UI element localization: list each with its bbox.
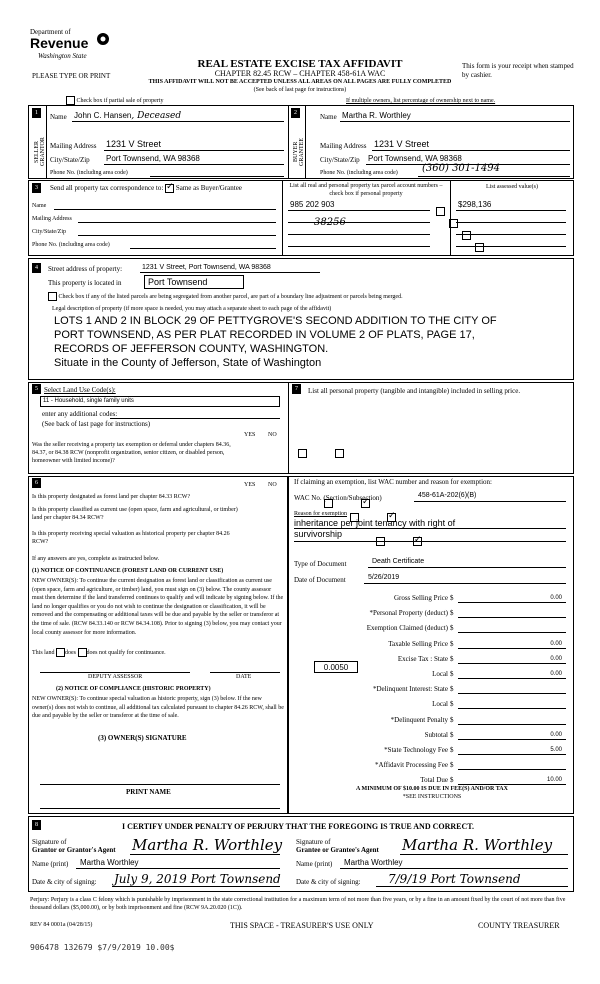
tax-row-dollar: $ xyxy=(450,700,454,709)
buyer-city-value: Port Townsend, WA 98368 xyxy=(368,154,462,163)
partial-sale-label: Check box if partial sale of property xyxy=(76,97,164,104)
notice1-body: NEW OWNER(S): To continue the current designation as forest land or classification as current use (open space, farm and agriculture, or timber) land, you must sign on (3) below. The county assessor must then determine if the land transferred continues to qualify and will indicate by signing below. If the land no longer qualifies or you do not wish to continue the designation or classification, it will be removed and the compensating or additional taxes will be due and payable by the seller or transferor at the time of sale. (RCW 84.33.140 or RCW 84.34.108). Prior to signing (3) below, you may contact your local county assessor for more information. xyxy=(32,578,284,636)
section-1-marker: 1 xyxy=(32,108,41,118)
pp-checkbox-3[interactable] xyxy=(462,231,471,240)
tax-row-label: Excise Tax : State xyxy=(397,654,448,663)
does-checkbox[interactable] xyxy=(56,648,65,657)
wac-value: 458-61A-202(6)(B) xyxy=(418,492,477,499)
grantee-name: Martha Worthley xyxy=(344,858,403,867)
seller-name-label: Name xyxy=(50,113,67,121)
located-label: This property is located in xyxy=(48,279,122,287)
tax-row-dollar: $ xyxy=(450,654,454,663)
grantor-name-label: Name (print) xyxy=(32,860,69,868)
deputy-date: DATE xyxy=(236,674,252,680)
legal-label: Legal description of property (if more space is needed, you may attach a separate sheet to each page of the affidavit) xyxy=(52,306,332,312)
tax-row-dollar: $ xyxy=(450,594,454,602)
please-type: PLEASE TYPE OR PRINT xyxy=(32,72,111,80)
assessed-1: $298,136 xyxy=(458,200,492,209)
tax-row-label: Exemption Claimed (deduct) xyxy=(366,624,448,633)
forest-q3: Is this property receiving special valuation as historical property per chapter 84.26 RCW? xyxy=(32,531,230,545)
buyer-name-value: Martha R. Worthley xyxy=(342,111,411,120)
cashier-stamp: 906478 132679 $7/9/2019 10.00$ xyxy=(30,943,175,952)
seller-city-label: City/State/Zip xyxy=(50,156,90,164)
tax-row-label: Total Due xyxy=(420,776,448,785)
grantee-date: 7/9/19 Port Townsend xyxy=(388,872,521,886)
owner-signature-label: (3) OWNER(S) SIGNATURE xyxy=(98,734,187,742)
notice1-title: (1) NOTICE OF CONTINUANCE (FOREST LAND OR CURRENT USE) xyxy=(32,568,224,574)
tax-row-dollar: $ xyxy=(450,624,454,633)
minimum-note: A MINIMUM OF $10.00 IS DUE IN FEE(S) AND/OR TAX xyxy=(356,786,508,792)
doc-date-value: 5/26/2019 xyxy=(368,574,400,581)
segregated-label: Check box if any of the listed parcels are being segregated from another parcel, are part of a boundary line adjustment or parcels being merged. xyxy=(58,293,403,300)
legal-line-1: LOTS 1 AND 2 IN BLOCK 29 OF PETTYGROVE'S SECOND ADDITION TO THE CITY OF xyxy=(54,315,497,327)
no-header-6: NO xyxy=(268,482,277,488)
any-yes: If any answers are yes, complete as instructed below. xyxy=(32,556,160,562)
buyer-name-label: Name xyxy=(320,113,337,121)
form-subtitle: CHAPTER 82.45 RCW – CHAPTER 458-61A WAC xyxy=(214,69,386,78)
tax-row-dollar: $ xyxy=(450,639,454,648)
wac-label: WAC No. (Section/Subsection) xyxy=(294,494,382,502)
print-name-label: PRINT NAME xyxy=(126,788,171,796)
tax-row-dollar: $ xyxy=(450,776,454,785)
certify-text: I CERTIFY UNDER PENALTY OF PERJURY THAT THE FOREGOING IS TRUE AND CORRECT. xyxy=(122,822,475,831)
tax-row-label: *Personal Property (deduct) xyxy=(369,609,448,618)
deputy-assessor: DEPUTY ASSESSOR xyxy=(88,674,143,680)
tax-row-dollar: $ xyxy=(450,685,454,694)
street-label: Street address of property: xyxy=(48,265,123,273)
yes-header-6: YES xyxy=(244,482,256,488)
no-header-5: NO xyxy=(268,432,277,438)
corr-phone-label: Phone No. (including area code) xyxy=(32,242,110,248)
parcel-1: 985 202 903 xyxy=(290,200,335,209)
tax-row-label: *Affidavit Processing Fee xyxy=(375,761,448,770)
section-5-marker: 5 xyxy=(32,384,41,394)
grantee-date-label: Date & city of signing: xyxy=(296,878,361,886)
tax-row-label: *Delinquent Penalty xyxy=(390,715,448,724)
partial-sale xyxy=(66,96,163,105)
tax-row-dollar: $ xyxy=(450,715,454,724)
buyer-phone-value: (360) 301-1494 xyxy=(422,163,500,174)
yes-header-5: YES xyxy=(244,432,256,438)
pp-checkbox-1[interactable] xyxy=(436,207,445,216)
seller-city-value: Port Townsend, WA 98368 xyxy=(106,154,200,163)
grantor-date: July 9, 2019 Port Townsend xyxy=(114,872,281,886)
reason-label: Reason for exemption xyxy=(294,511,347,517)
notice2-body: NEW OWNER(S): To continue special valuation as historic property, sign (3) below. If the new owner(s) does not wish to continue, all additional tax calculated pursuant to chapter 84.26 RCW, shall be due and payable by the seller or transferor at the time of sale. xyxy=(32,696,284,720)
tax-row-label: *Delinquent Interest: State xyxy=(372,685,448,694)
form-title: REAL ESTATE EXCISE TAX AFFIDAVIT xyxy=(197,58,403,70)
section-3-marker: 3 xyxy=(32,183,41,193)
tax-row-label: Gross Selling Price xyxy=(393,594,448,602)
parcel-hand-number: 38256 xyxy=(314,217,346,228)
tax-row-label: Taxable Selling Price xyxy=(388,639,448,648)
legal-line-3: RECORDS OF JEFFERSON COUNTY, WASHINGTON. xyxy=(54,343,329,355)
receipt-note: This form is your receipt when stamped by cashier. xyxy=(462,62,574,79)
buyer-addr-value: 1231 V Street xyxy=(374,139,430,149)
tax-row-value[interactable]: 10.00 xyxy=(546,777,562,784)
corr-name-label: Name xyxy=(32,203,47,209)
seller-phone-label: Phone No. (including area code) xyxy=(50,170,128,176)
grantor-sig-label: Signature of Grantor or Grantor's Agent xyxy=(32,838,116,854)
county-treasurer: COUNTY TREASURER xyxy=(478,921,560,930)
local-rate[interactable]: 0.0050 xyxy=(314,661,358,673)
seller-vertical: SELLER GRANTOR xyxy=(34,137,46,167)
same-as-buyer-checkbox[interactable] xyxy=(165,184,174,193)
exemption-yes-checkbox[interactable] xyxy=(298,449,307,458)
this-land: This land does does not qualify for continuance. xyxy=(32,649,166,656)
form-number: REV 84 0001a (04/28/15) xyxy=(30,922,93,928)
pp-checkbox-4[interactable] xyxy=(475,243,484,252)
buyer-vertical: BUYER GRANTEE xyxy=(293,138,305,166)
dor-logo-icon xyxy=(96,30,110,48)
tax-row-label: Subtotal xyxy=(424,730,448,739)
section-4-marker: 4 xyxy=(32,263,41,273)
perjury-note: Perjury: Perjury is a class C felony which is punishable by imprisonment in the state correctional institution for a maximum term of not more than five years, or by a fine in an amount fixed by the court of not more than five thousand dollars ($5,000.00), or by both imprisonment and fine (RCW 9A.20.020 (1C)). xyxy=(30,897,566,911)
exemption-no-checkbox[interactable] xyxy=(335,449,344,458)
dor-logo xyxy=(30,28,110,62)
seller-name-value: John C. Hansen, Deceased xyxy=(74,111,182,121)
section-7-marker: 7 xyxy=(292,384,301,394)
forest-q1: Is this property designated as forest land per chapter 84.33 RCW? xyxy=(32,494,191,500)
tax-row-dollar: $ xyxy=(450,730,454,739)
land-use-see-back: (See back of last page for instructions) xyxy=(42,420,151,428)
treasurer-space: THIS SPACE - TREASURER'S USE ONLY xyxy=(230,921,374,930)
street-value: 1231 V Street, Port Townsend, WA 98368 xyxy=(142,264,271,271)
tax-row-value[interactable]: 5.00 xyxy=(550,747,562,753)
legal-line-4: Situate in the County of Jefferson, State of Washington xyxy=(54,357,322,369)
section-2-marker: 2 xyxy=(291,108,300,118)
personal-property-label: List all personal property (tangible and intangible) included in selling price. xyxy=(308,387,521,395)
corr-city-label: City/State/Zip xyxy=(32,229,66,235)
tax-row-dollar: $ xyxy=(450,609,454,618)
tax-row-label: Local xyxy=(432,670,448,678)
section-6-marker: 6 xyxy=(32,478,41,488)
tax-row-dollar: $ xyxy=(450,761,454,770)
seller-name-hand: , Deceased xyxy=(131,111,182,121)
parcels-header: List all real and personal property tax parcel account numbers – check box if personal property xyxy=(289,183,443,197)
tax-row-value[interactable]: 0.00 xyxy=(550,731,562,738)
claim-label: If claiming an exemption, list WAC number and reason for exemption: xyxy=(294,478,492,486)
does-not-checkbox[interactable] xyxy=(78,648,87,657)
reason-value: inheritance per joint tenancy with right of survivorship xyxy=(294,518,456,539)
doc-date-label: Date of Document xyxy=(294,576,346,584)
see-instructions: *SEE INSTRUCTIONS xyxy=(402,794,462,800)
enter-additional: enter any additional codes: xyxy=(42,410,118,418)
doc-type-value: Death Certificate xyxy=(372,558,425,565)
exemption-question: Was the seller receiving a property tax exemption or deferral under chapters 84.36, 84.37, or 84.38 RCW (nonprofit organization, senior citizen, or disabled person, homeowner with limited income)? xyxy=(32,442,231,464)
tax-row-value[interactable]: 0.00 xyxy=(550,671,562,677)
grantor-signature[interactable]: Martha R. Worthley xyxy=(132,836,283,854)
land-use-select[interactable]: 11 - Household, single family units xyxy=(40,396,280,407)
buyer-phone-label: Phone No. (including area code) xyxy=(320,170,398,176)
corr-addr-label: Mailing Address xyxy=(32,216,72,222)
tax-row-dollar: $ xyxy=(450,670,454,678)
grantee-sig-label: Signature of Grantee or Grantee's Agent xyxy=(296,838,379,854)
grantee-name-label: Name (print) xyxy=(296,860,333,868)
grantor-name: Martha Worthley xyxy=(80,858,139,867)
grantor-date-label: Date & city of signing: xyxy=(32,878,97,886)
buyer-addr-label: Mailing Address xyxy=(320,142,367,150)
forest-box xyxy=(28,476,288,814)
notice2-title: (2) NOTICE OF COMPLIANCE (HISTORIC PROPERTY) xyxy=(56,686,211,692)
grantee-signature[interactable]: Martha R. Worthley xyxy=(402,836,553,854)
buyer-city-label: City/State/Zip xyxy=(320,156,360,164)
tax-row-value[interactable]: 0.00 xyxy=(550,655,562,662)
assessed-header: List assessed value(s) xyxy=(486,184,538,190)
seller-addr-value: 1231 V Street xyxy=(106,139,162,149)
tax-row-dollar: $ xyxy=(450,746,454,754)
see-back: (See back of last page for instructions) xyxy=(253,87,347,93)
dept-line3: Washington State xyxy=(38,52,87,60)
dept-line2: Revenue xyxy=(30,35,89,51)
tax-row-label: Local xyxy=(432,700,448,709)
tax-row-label: *State Technology Fee xyxy=(384,746,448,754)
forest-q2: Is this property classified as current use (open space, farm and agricultural, or timber) land per chapter 84.34 RCW? xyxy=(32,507,238,521)
segregated xyxy=(48,292,403,301)
tax-row-value[interactable]: 0.00 xyxy=(550,595,562,601)
legal-line-2: PORT TOWNSEND, AS PER PLAT RECORDED IN VOLUME 2 OF PLATS, PAGE 17, xyxy=(54,329,475,341)
not-accepted: THIS AFFIDAVIT WILL NOT BE ACCEPTED UNLESS ALL AREAS ON ALL PAGES ARE FULLY COMPLETED xyxy=(148,79,452,85)
seller-addr-label: Mailing Address xyxy=(50,142,97,150)
segregated-checkbox[interactable] xyxy=(48,292,57,301)
doc-type-label: Type of Document xyxy=(294,560,347,568)
correspondence-label: Send all property tax correspondence to: ✓ Same as Buyer/Grantee xyxy=(50,184,242,193)
dept-line1: Department of xyxy=(30,28,71,36)
multiple-owners: If multiple owners, list percentage of ownership next to name. xyxy=(346,98,496,104)
pp-checkbox-2[interactable] xyxy=(449,219,458,228)
section-8-marker: 8 xyxy=(32,820,41,830)
tax-row-value[interactable]: 0.00 xyxy=(550,640,562,647)
land-use-label: Select Land Use Code(s): xyxy=(44,386,116,394)
partial-sale-checkbox[interactable] xyxy=(66,96,75,105)
located-value[interactable]: Port Townsend xyxy=(144,275,244,289)
same-as-buyer-label: Same as Buyer/Grantee xyxy=(175,184,242,193)
